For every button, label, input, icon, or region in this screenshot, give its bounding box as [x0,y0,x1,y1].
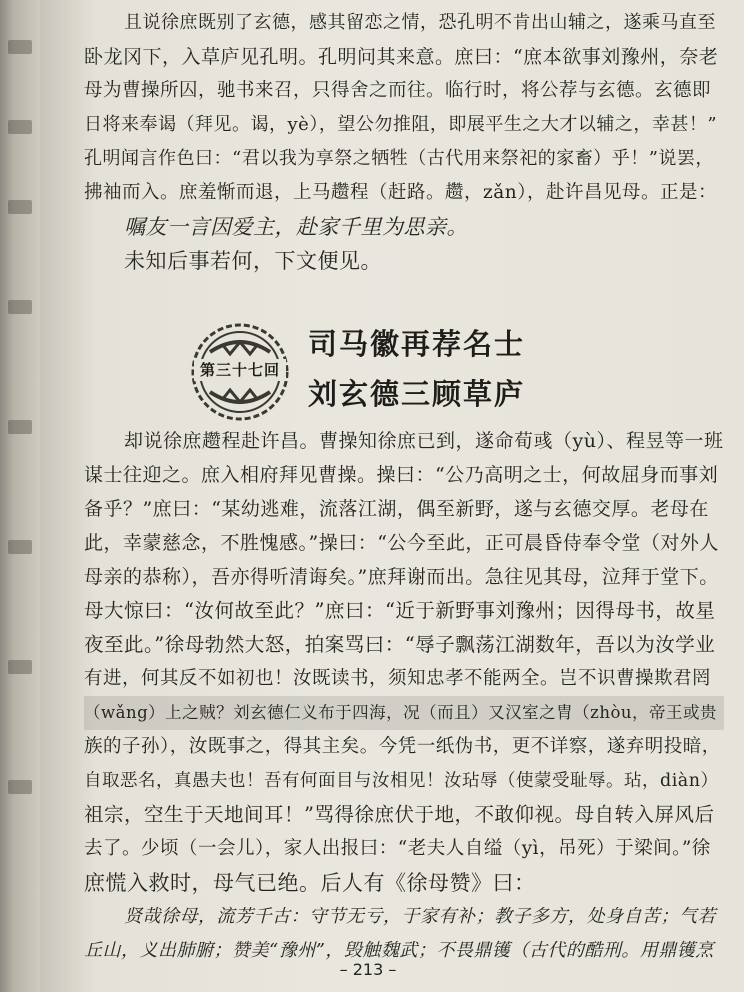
text-line: 夜至此。”徐母勃然大怒，拍案骂曰：“辱子飘荡江湖数年，吾以为汝学业 [84,633,716,656]
text-line: 此，幸蒙慈念，不胜愧感。”操曰：“公今至此，正可晨昏侍奉令堂（对外人 [84,532,719,554]
text-line: 母亲的恭称），吾亦得听清诲矣。”庶拜谢而出。急往见其母，泣拜于堂下。 [84,566,719,588]
verse-line: 丘山，义出肺腑；赞美“豫州”，毁触魏武；不畏鼎镬（古代的酷刑。用鼎镬烹 [84,940,714,961]
text-line: 母为曹操所囚，驰书来召，只得舍之而往。临行时，将公荐与玄德。玄德即 [84,80,712,101]
text-line: 却说徐庶趱程赴许昌。曹操知徐庶已到，遂命荀彧（yù）、程昱等一班 [124,430,724,452]
text-line: 孔明闻言作色曰：“君以我为享祭之牺牲（古代用来祭祀的家畜）乎！”说罢， [84,148,714,169]
text-line: 祖宗，空生于天地间耳！”骂得徐庶伏于地，不敢仰视。母自转入屏风后 [84,803,715,826]
chapter-title-line-2: 刘玄德三顾草庐 [308,377,526,411]
text-line: 去了。少顷（一会儿），家人出报曰：“老夫人自缢（yì，吊死）于梁间。”徐 [84,838,711,859]
text-line: 谋士往迎之。庶入相府拜见曹操。操曰：“公乃高明之士，何故屈身而事刘 [84,464,719,486]
book-page [40,0,744,992]
text-line: 未知后事若何，下文便见。 [124,249,382,273]
verse-line: 嘱友一言因爱主，赴家千里为思亲。 [124,215,468,239]
chapter-title-line-1: 司马徽再荐名士 [308,327,526,361]
chapter-number: 第三十七回 [194,359,286,381]
text-line: 族的子孙），汝既事之，得其主矣。今凭一纸伪书，更不详察，遂弃明投暗， [84,736,721,757]
text-line: 卧龙冈下，入草庐见孔明。孔明问其来意。庶曰：“庶本欲事刘豫州，奈老 [84,46,719,68]
text-line: 有进，何其反不如初也！汝既读书，须知忠孝不能两全。岂不识曹操欺君罔 [84,668,712,689]
text-line: 庶慌入救时，母气已绝。后人有《徐母赞》曰： [84,871,536,895]
text-line: 拂袖而入。庶羞惭而退，上马趱程（赶路。趱，zǎn），赴许昌见母。正是： [84,182,717,203]
text-line: 日将来奉谒（拜见。谒，yè），望公勿推阻，即展平生之大才以辅之，幸甚！” [84,114,718,135]
verse-line: 贤哉徐母，流芳千古：守节无亏，于家有补；教子多方，处身自苦；气若 [124,906,716,927]
previous-chapter-ending [84,6,724,278]
left-page-edge [0,0,40,992]
text-line: 备乎？”庶曰：“某幼逃难，流落江湖，偶至新野，遂与玄德交厚。老母在 [84,498,709,520]
page-number: – 213 – [339,960,397,979]
text-line: 母大惊曰：“汝何故至此？”庶曰：“近于新野事刘豫州；因得母书，故星 [84,599,716,622]
text-line: （wǎng）上之贼？刘玄德仁义布于四海，况（而且）又汉室之胄（zhòu，帝王或贵 [84,696,724,730]
text-line: 自取恶名，真愚夫也！吾有何面目与汝相见！汝玷辱（使蒙受耻辱。玷，diàn） [84,771,719,791]
chapter-body [84,424,724,968]
chapter-heading [190,318,670,418]
text-line: 且说徐庶既别了玄德，感其留恋之情，恐孔明不肯出山辅之，遂乘马直至 [124,12,716,33]
